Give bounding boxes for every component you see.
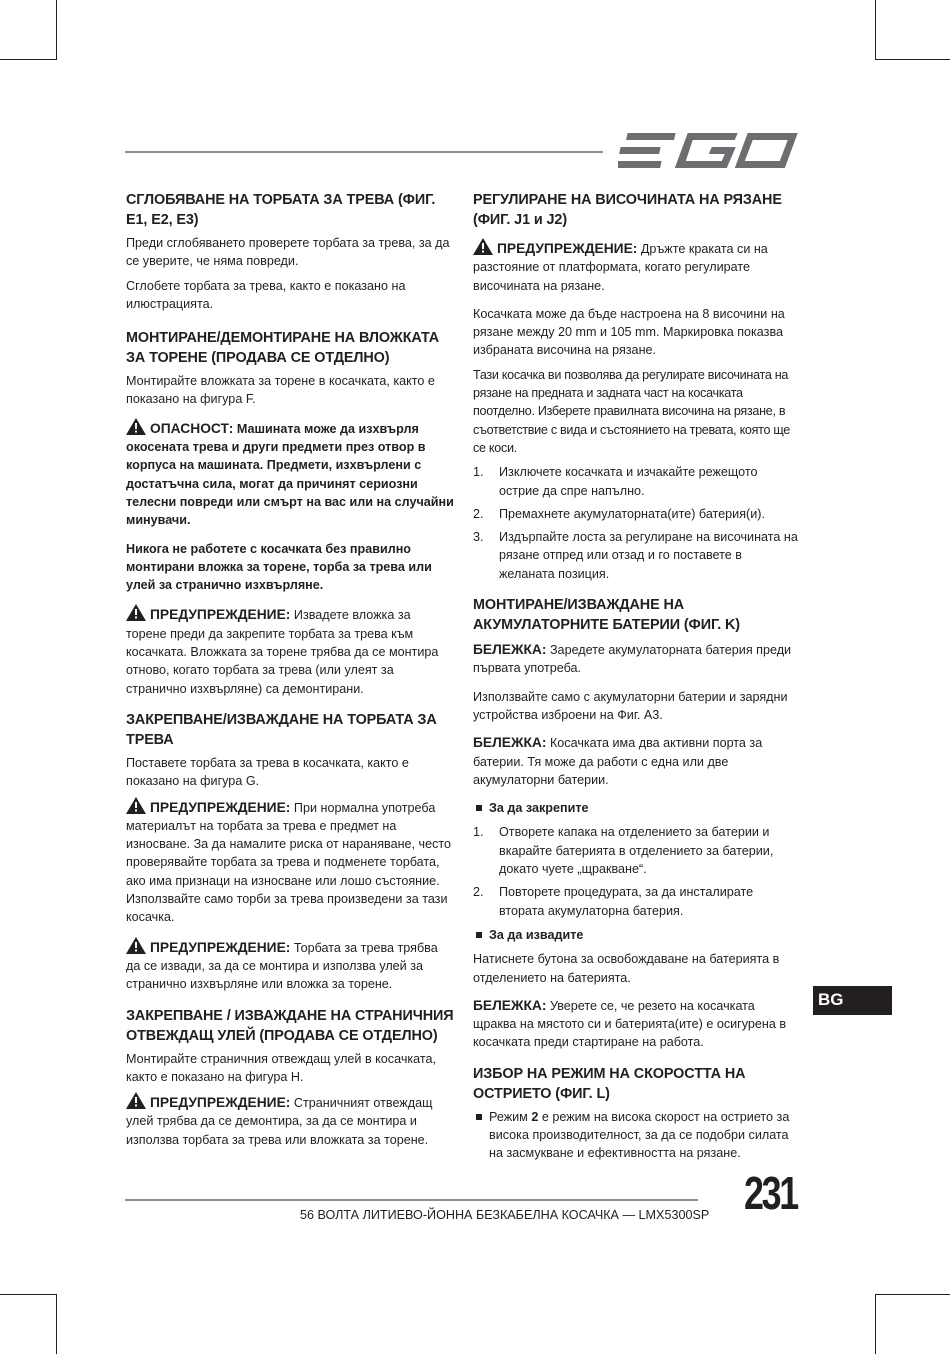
bullet-list [473,799,801,817]
warning-label: ПРЕДУПРЕЖДЕНИЕ: [150,1095,291,1111]
list-item: 1. Изключете косачката и изчакайте режещото острие да спре напълно. [473,465,758,498]
warning-text: Страничният отвеждащ улей трябва да се демонтира, за да се монтира и използва торбата за трева или вложката за торене. [126,1096,433,1147]
warning-triangle-icon [473,238,493,255]
bold-notice: Никога не работете с косачката без правилно монтирани вложка за торене, торба за трева или улей за странично изхвърляне. [126,541,432,593]
paragraph: Поставете торбата за трева в косачката, както е показано на фигура G. [126,755,409,789]
crop-mark [875,1294,876,1354]
warning-text: Извадете вложка за торене преди да закрепите торбата за трева към косачката. Вложката за торене трябва да се монтира отново, когато торбата за трева (или улеят за странично изхвърляне) са демонтирани. [126,608,439,696]
note-text: Косачката има два активни порта за батерии. Тя може да работи с една или две акумулаторни батерии. [473,736,763,787]
list-item: 2. Повторете процедурата, за да инсталирате втората акумулаторна батерия. [473,885,754,918]
footer-text: 56 ВОЛТА ЛИТИЕВО-ЙОННА БЕЗКАБЕЛНА КОСАЧКА — LMX5300SP [300,1208,710,1222]
list-item: Режим 2 е режим на висока скорост на острието за висока производителност, за да се подобри силата на засмукване и ефективността на рязане. [473,1108,801,1163]
crop-mark [56,1294,57,1354]
right-column [473,190,801,1169]
warning-triangle-icon [126,604,146,621]
section-title: РЕГУЛИРАНЕ НА ВИСОЧИНАТА НА РЯЗАНЕ (ФИГ. J1 и J2) [473,192,782,228]
section-title: СГЛОБЯВАНЕ НА ТОРБАТА ЗА ТРЕВА (ФИГ. E1, E2, E3) [126,192,436,228]
warning-label: ПРЕДУПРЕЖДЕНИЕ: [497,241,638,256]
warning-notice [126,937,454,994]
note-label: БЕЛЕЖКА: [473,642,547,658]
paragraph: Монтирайте страничния отвеждащ улей в косачката, както е показано на фигура H. [126,1051,437,1084]
warning-label: ПРЕДУПРЕЖДЕНИЕ: [150,607,291,623]
page-number: 231 [744,1167,797,1219]
warning-label: ПРЕДУПРЕЖДЕНИЕ: [150,799,291,815]
paragraph: Натиснете бутона за освобождаване на батерията в отделението на батерията. [473,952,780,985]
paragraph: Косачката може да бъде настроена на 8 височини на рязане между 20 mm и 105 mm. Маркировка показва избраната височина на рязане. [473,306,785,358]
crop-mark [0,1294,57,1295]
crop-mark [56,0,57,60]
danger-label: ОПАСНОСТ: [150,420,234,436]
note-label: БЕЛЕЖКА: [473,997,547,1013]
section-title: ЗАКРЕПВАНЕ/ИЗВАЖДАНЕ НА ТОРБАТА ЗА ТРЕВА [126,711,437,748]
section-title: МОНТИРАНЕ/ДЕМОНТИРАНЕ НА ВЛОЖКАТА ЗА ТОРЕНЕ (ПРОДАВА СЕ ОТДЕЛНО) [126,330,440,367]
warning-notice [126,604,454,697]
ego-logo [618,131,800,171]
note-label: БЕЛЕЖКА: [473,735,547,751]
note [473,734,801,789]
list-item: За да извадите [473,926,801,944]
bullet-list [473,926,801,944]
note [473,641,801,678]
steps-list [473,463,801,583]
warning-notice [126,797,454,927]
crop-mark [875,1294,950,1295]
crop-mark [875,59,950,60]
paragraph: Сглобете торбата за трева, както е показано на илюстрацията. [126,278,406,311]
section-title: МОНТИРАНЕ/ИЗВАЖДАНЕ НА АКУМУЛАТОРНИТЕ БАТЕРИИ (ФИГ. K) [473,597,740,634]
danger-notice [126,418,454,530]
section-title: ЗАКРЕПВАНЕ / ИЗВАЖДАНЕ НА СТРАНИЧНИЯ ОТВЕЖДАЩ УЛЕЙ (ПРОДАВА СЕ ОТДЕЛНО) [126,1007,454,1044]
note-text: Уверете се, че резето на косачката щраква на мястото си и батерията(ите) е осигурена в косачката преди стартиране на работа. [473,998,787,1050]
warning-text: При нормална употреба материалът на торбата за трева е предмет на износване. За да намалите риска от нараняване, често проверявайте торбата за трева и подменете торбата, ако има признаци на износване или лошо състояние. Използвайте само торби за трева произведени за тази косачка. [126,800,452,925]
header-rule [125,151,603,153]
crop-mark [875,0,876,60]
footer-rule [125,1199,698,1201]
language-tab-label: BG [818,990,844,1009]
warning-text: Торбата за трева трябва да се извади, за да се монтира и използва улей за странично изхвърляне или вложка за торене. [126,940,438,992]
note-text: Заредете акумулаторната батерия преди първата употреба. [473,643,792,676]
section-title: ИЗБОР НА РЕЖИМ НА СКОРОСТТА НА ОСТРИЕТО (ФИГ. L) [473,1065,746,1102]
note [473,997,801,1052]
warning-text: Дръжте краката си на разстояние от платформата, когато регулирате височината на рязане. [473,242,768,293]
crop-mark [0,59,57,60]
list-item: 3. Издърпайте лоста за регулиране на височината на рязане отпред или отзад и го поставете в желаната позиция. [473,530,798,581]
warning-notice [473,238,801,295]
warning-triangle-icon [126,418,146,435]
danger-text: Машината може да изхвърля окосената трева и други предмети през отвор в корпуса на машината. Предмети, изхвърлени с достатъчна сила, могат да причинят сериозни телесни повреди или смърт на вас или на случайни минувачи. [126,421,454,528]
steps-list [473,823,801,919]
paragraph: Монтирайте вложката за торене в косачката, както е показано на фигура F. [126,374,435,407]
warning-triangle-icon [126,1092,146,1109]
bullet-list [473,1108,801,1163]
warning-triangle-icon [126,937,146,954]
paragraph: Използвайте само с акумулаторни батерии и зарядни устройства изброени на Фиг. A3. [473,689,788,722]
left-column [126,190,454,1155]
paragraph: Преди сглобяването проверете торбата за трева, за да се уверите, че няма повреди. [126,236,450,269]
warning-triangle-icon [126,797,146,814]
warning-label: ПРЕДУПРЕЖДЕНИЕ: [150,939,291,955]
list-item: 2. Премахнете акумулаторната(ите) батерия(и). [473,506,765,521]
list-item: За да закрепите [473,799,801,817]
paragraph: Тази косачка ви позволява да регулирате височината на рязане на предната и задната част на косачката поотделно. Изберете правилната височина на рязане, в съответствие с вида и състоянието на тревата, която ще се коси. [473,367,791,455]
list-item: 1. Отворете капака на отделението за батерии и вкарайте батерията в отделението за батерии, докато чуете „щракване“. [473,825,774,877]
warning-notice [126,1092,454,1149]
